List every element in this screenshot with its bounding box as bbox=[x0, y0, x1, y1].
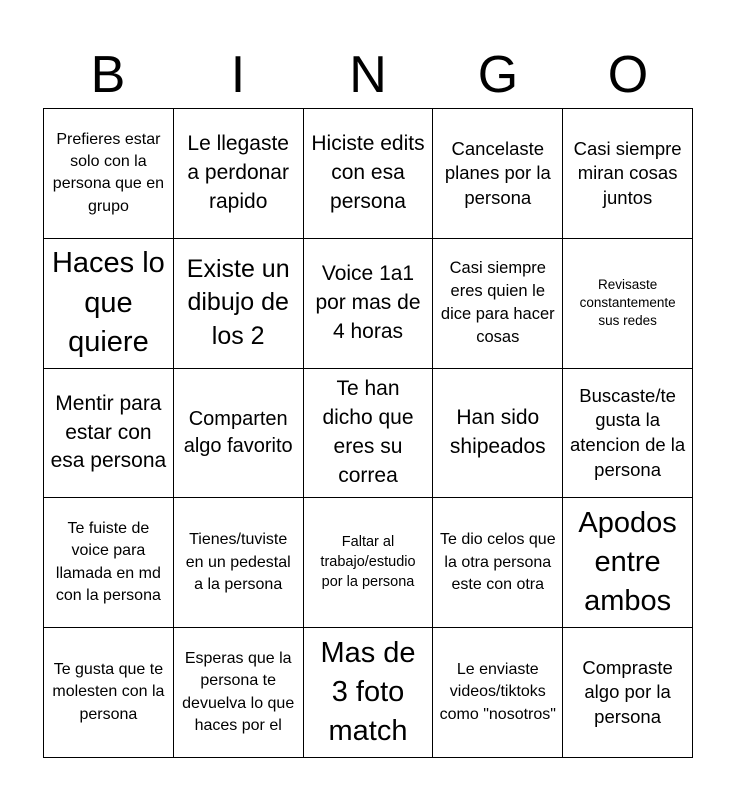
header-letter-b: B bbox=[90, 46, 126, 104]
bingo-cell[interactable] bbox=[174, 498, 304, 628]
header-letter-i: I bbox=[230, 46, 246, 104]
bingo-cell[interactable] bbox=[563, 109, 693, 239]
bingo-cell-text: Te han dicho que eres su correa bbox=[322, 377, 414, 487]
header-letter-g: G bbox=[477, 46, 519, 104]
bingo-cell[interactable] bbox=[174, 109, 304, 239]
bingo-cell-text: Apodos entre ambos bbox=[578, 507, 677, 618]
bingo-cell-text: Existe un dibujo de los 2 bbox=[186, 254, 290, 351]
bingo-cell-text: Esperas que la persona te devuelva lo que haces por el bbox=[182, 649, 295, 734]
bingo-cell-text: Haces lo que quiere bbox=[51, 247, 165, 358]
bingo-header bbox=[43, 40, 693, 108]
bingo-cell[interactable] bbox=[44, 369, 174, 499]
bingo-cell[interactable] bbox=[304, 109, 434, 239]
bingo-cell-text: Tienes/tuviste en un pedestal a la persona bbox=[185, 531, 291, 593]
bingo-cell-text: Prefieres estar solo con la persona que en grupo bbox=[52, 130, 164, 215]
bingo-cell[interactable] bbox=[433, 369, 563, 499]
bingo-cell[interactable] bbox=[563, 369, 693, 499]
bingo-cell[interactable] bbox=[44, 628, 174, 758]
bingo-cell-text: Casi siempre eres quien le dice para hacer cosas bbox=[440, 259, 555, 347]
bingo-cell-text: Te gusta que te molesten con la persona bbox=[52, 661, 165, 723]
bingo-cell-text: Le enviaste videos/tiktoks como "nosotros" bbox=[439, 661, 556, 723]
bingo-cell[interactable] bbox=[44, 239, 174, 369]
bingo-cell[interactable] bbox=[174, 239, 304, 369]
bingo-cell[interactable] bbox=[174, 369, 304, 499]
bingo-cell[interactable] bbox=[433, 628, 563, 758]
bingo-cell-text: Mentir para estar con esa persona bbox=[50, 391, 167, 473]
bingo-cell[interactable] bbox=[563, 628, 693, 758]
bingo-cell-text: Voice 1a1 por mas de 4 horas bbox=[315, 261, 421, 343]
bingo-cell-text: Faltar al trabajo/estudio por la persona bbox=[320, 534, 416, 590]
header-letter-o: O bbox=[607, 46, 649, 104]
bingo-cell-text: Casi siempre miran cosas juntos bbox=[573, 137, 682, 208]
bingo-cell-text: Comparten algo favorito bbox=[183, 408, 293, 457]
bingo-cell-text: Mas de 3 foto match bbox=[320, 636, 416, 748]
bingo-cell[interactable] bbox=[433, 239, 563, 369]
bingo-cell-text: Buscaste/te gusta la atencion de la persona bbox=[569, 384, 686, 480]
header-letter-n: N bbox=[349, 46, 387, 104]
bingo-cell[interactable] bbox=[433, 109, 563, 239]
bingo-cell[interactable] bbox=[304, 239, 434, 369]
bingo-cell[interactable] bbox=[304, 628, 434, 758]
bingo-cell-text: Revisaste constantemente sus redes bbox=[579, 276, 676, 329]
bingo-cell[interactable] bbox=[44, 498, 174, 628]
bingo-cell-text: Cancelaste planes por la persona bbox=[444, 137, 551, 208]
bingo-cell[interactable] bbox=[563, 239, 693, 369]
bingo-cell[interactable] bbox=[44, 109, 174, 239]
bingo-grid bbox=[43, 108, 693, 758]
bingo-cell-text: Te dio celos que la otra persona este con otra bbox=[439, 531, 556, 593]
bingo-cell[interactable] bbox=[174, 628, 304, 758]
bingo-cell-text: Te fuiste de voice para llamada en md con la persona bbox=[55, 520, 161, 605]
bingo-cell[interactable] bbox=[433, 498, 563, 628]
bingo-cell[interactable] bbox=[304, 498, 434, 628]
bingo-cell-text: Hiciste edits con esa persona bbox=[311, 131, 425, 213]
bingo-cell[interactable] bbox=[563, 498, 693, 628]
bingo-cell-text: Compraste algo por la persona bbox=[582, 656, 673, 727]
bingo-cell-text: Le llegaste a perdonar rapido bbox=[187, 131, 289, 213]
bingo-cell-text: Han sido shipeados bbox=[449, 406, 546, 458]
bingo-cell[interactable] bbox=[304, 369, 434, 499]
